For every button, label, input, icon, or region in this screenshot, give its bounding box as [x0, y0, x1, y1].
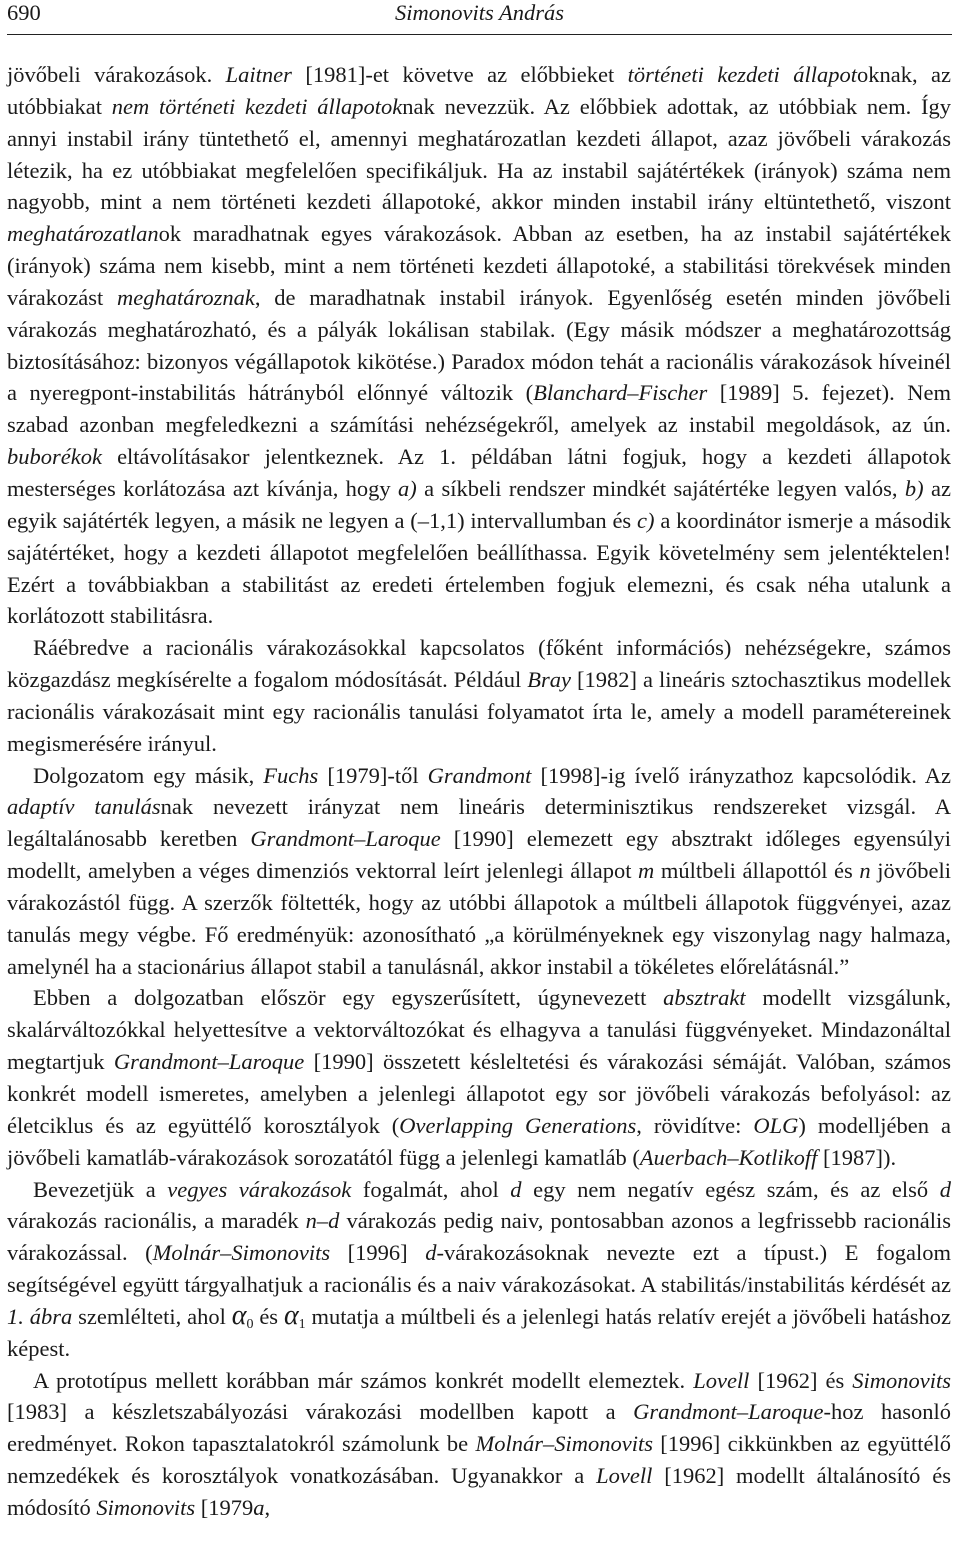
paragraph: Dolgozatom egy másik, Fuchs [1979]-től Grandmont [1998]-ig ívelő irányzathoz kapcsolódik. Az adaptív tanulásnak nevezett irányzat nem lineáris determinisztikus rendszereket vizsgál. A legáltalánosabb keretben Grandmont–Laroque [1990] elemezett egy absztrakt időleges egyensúlyi modellt, amelyben a véges dimenziós vektorral leírt jelenlegi állapot m múltbeli állapottól és n jövőbeli várakozástól függ. A szerzők föltették, hogy az utóbbi állapotok a múltbeli állapotok függvényei, azaz tanulás megy végbe. Fő eredményük: azonosítható „a körülményeknek egy viszonylag nagy halmaza, amelynél ha a stacionárius állapot stabil a tanulásnál, akkor instabil a tökéletes előrelátásnál.”	[7, 762, 952, 979]
running-title: Simonovits András	[395, 0, 564, 25]
paragraph: Bevezetjük a vegyes várakozások fogalmát, ahol d egy nem negatív egész szám, és az első d várakozás racionális, a maradék n–d várakozás pedig naiv, pontosabban azonos a legfrissebb racionális várakozással. (Molnár–Simonovits [1996] d-várakozásoknak nevezte ezt a típust.) E fogalom segítségével együtt tárgyalhatjuk a racionális és a naiv várakozásokat. A stabilitás/instabilitás kérdését az 1. ábra szemlélteti, ahol $\alpha_0$ és $\alpha_1$ mutatja a múltbeli és a jelenlegi hatás relatív erejét a jövőbeli hatáshoz képest.	[7, 1176, 952, 1361]
paragraph: jövőbeli várakozások. Laitner [1981]-et követve az előbbieket történeti kezdeti állapotoknak, az utóbbiakat nem történeti kezdeti állapotoknak nevezzük. Az előbbiek adottak, az utóbbiak nem. Így annyi instabil irány tüntethető el, amennyi meghatározatlan kezdeti állapot, azaz jövőbeli várakozás létezik, ha ez utóbbiakat megfelelően specifikáljuk. Ha az instabil sajátértékek (irányok) száma nem nagyobb, mint a nem történeti kezdeti állapotoké, akkor minden instabil irány eltüntethető, viszont meghatározatlanok maradhatnak egyes várakozások. Abban az esetben, ha az instabil sajátértékek (irányok) száma nem kisebb, mint a nem történeti kezdeti állapotoké, a stabilitási törekvések minden várakozást meghatároznak, de maradhatnak instabil irányok. Egyenlőség esetén minden jövőbeli várakozás meghatározható, és a pályák lokálisan stabilak. (Egy másik módszer a meghatározottság biztosításához: bizonyos végállapotok kikötése.) Paradox módon tehát a racionális várakozások híveinél a nyeregpont-instabilitás hátrányból előnnyé változik (Blanchard–Fischer [1989] 5. fejezet). Nem szabad azonban megfeledkezni a számítási nehézségekről, amelyek az instabil megoldások, az ún. buborékok eltávolításakor jelentkeznek. Az 1. példában látni fogjuk, hogy a kezdeti állapotok mesterséges korlátozása azt kívánja, hogy a) a síkbeli rendszer mindkét sajátértéke legyen valós, b) az egyik sajátérték legyen, a másik ne legyen a (–1,1) intervallumban és c) a koordinátor ismerje a második sajátértéket, hogy a kezdeti állapotot megfelelően beállíthassa. Egyik követelmény sem jelentéktelen! Ezért a továbbiakban a stabilitást az eredeti értelemben fogjuk elemezni, és csak néha utalunk a korlátozott stabilitásra.	[7, 62, 952, 629]
paragraph: Ráébredve a racionális várakozásokkal kapcsolatos (főként információs) nehézségekre, számos közgazdász megkísérelte a fogalom módosítását. Például Bray [1982] a lineáris sztochasztikus modellek racionális várakozásait mint egy racionális tanulási folyamatot írta le, amely a modell paramétereinek megismerésére irányul.	[7, 635, 951, 756]
running-header	[7, 0, 952, 35]
paragraph: Ebben a dolgozatban először egy egyszerűsített, úgynevezett absztrakt modellt vizsgálunk, skalárváltozókkal helyettesítve a vektorváltozókat és elhagyva a tanulási függvényeket. Mindazonáltal megtartjuk Grandmont–Laroque [1990] összetett késleltetési és várakozási sémáját. Valóban, számos konkrét modell ismeretes, amelyben a jelenlegi állapotot egy sor jövőbeli várakozás befolyásol: az életciklus és az együttélő korosztályok (Overlapping Generations, rövidítve: OLG) modelljében a jövőbeli kamatláb-várakozások sorozatától függ a jelenlegi kamatláb (Auerbach–Kotlikoff [1987]).	[7, 985, 952, 1170]
page-number: 690	[7, 0, 41, 25]
body-text	[7, 59, 951, 1524]
paragraph: A prototípus mellett korábban már számos konkrét modellt elemeztek. Lovell [1962] és Simonovits [1983] a készletszabályozási várakozási modellben kapott a Grandmont–Laroque-hoz hasonló eredményet. Rokon tapasztalatokról számolunk be Molnár–Simonovits [1996] cikkünkben az együttélő nemzedékek és korosztályok vonatkozásában. Ugyanakkor a Lovell [1962] modellt általánosító és módosító Simonovits [1979a,	[7, 1367, 951, 1520]
